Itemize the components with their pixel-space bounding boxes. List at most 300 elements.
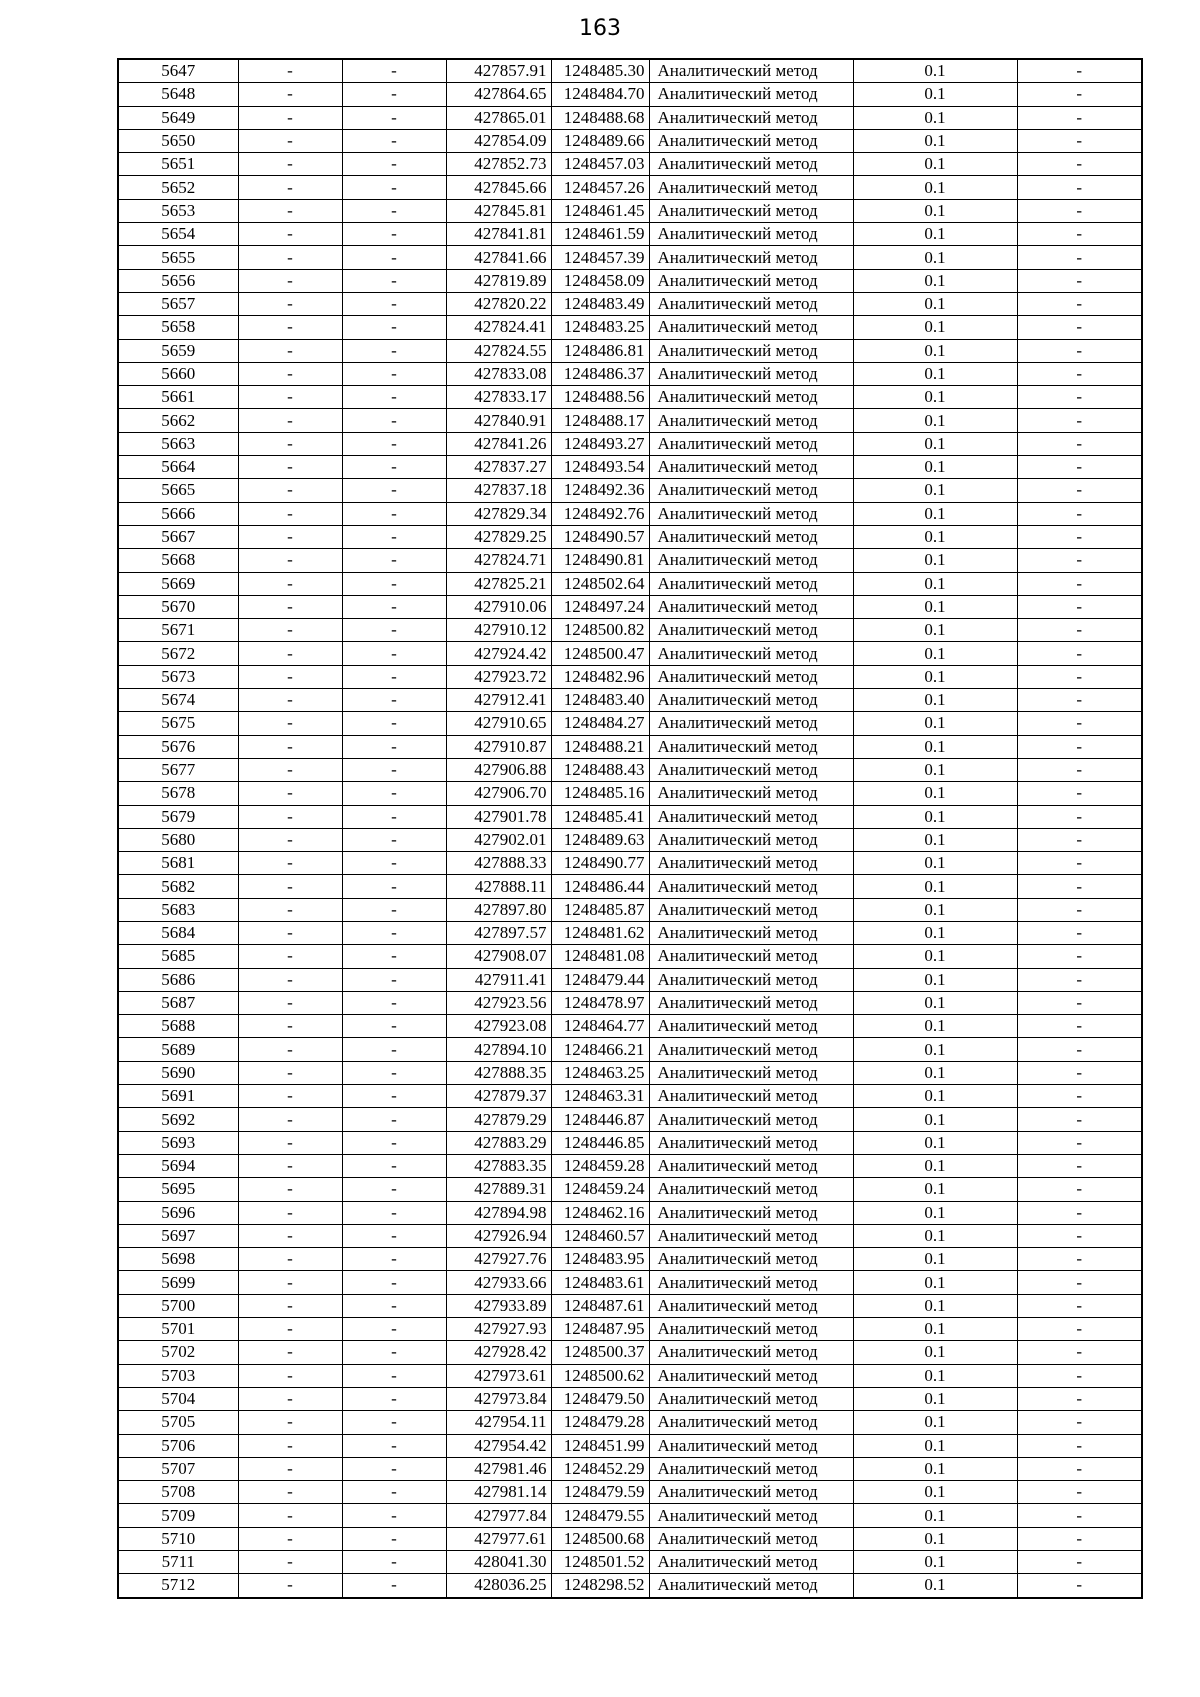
y-coordinate-cell: 1248457.26 [551, 176, 649, 199]
point-number-cell: 5685 [118, 945, 238, 968]
empty-cell-b: - [342, 1318, 446, 1341]
empty-cell-a: - [238, 782, 342, 805]
method-cell: Аналитический метод [649, 292, 853, 315]
empty-cell-c: - [1017, 246, 1142, 269]
y-coordinate-cell: 1248462.16 [551, 1201, 649, 1224]
empty-cell-b: - [342, 1504, 446, 1527]
method-cell: Аналитический метод [649, 1434, 853, 1457]
table-row [118, 1364, 1142, 1387]
empty-cell-c: - [1017, 1481, 1142, 1504]
empty-cell-a: - [238, 176, 342, 199]
accuracy-cell: 0.1 [853, 619, 1017, 642]
method-cell: Аналитический метод [649, 362, 853, 385]
y-coordinate-cell: 1248501.52 [551, 1551, 649, 1574]
x-coordinate-cell: 427926.94 [446, 1224, 551, 1247]
point-number-cell: 5697 [118, 1224, 238, 1247]
empty-cell-a: - [238, 921, 342, 944]
empty-cell-a: - [238, 758, 342, 781]
accuracy-cell: 0.1 [853, 1108, 1017, 1131]
x-coordinate-cell: 427864.65 [446, 83, 551, 106]
empty-cell-a: - [238, 1131, 342, 1154]
point-number-cell: 5674 [118, 689, 238, 712]
table-row [118, 525, 1142, 548]
x-coordinate-cell: 427852.73 [446, 153, 551, 176]
empty-cell-b: - [342, 1178, 446, 1201]
y-coordinate-cell: 1248446.85 [551, 1131, 649, 1154]
accuracy-cell: 0.1 [853, 805, 1017, 828]
empty-cell-a: - [238, 362, 342, 385]
empty-cell-c: - [1017, 362, 1142, 385]
method-cell: Аналитический метод [649, 875, 853, 898]
empty-cell-c: - [1017, 898, 1142, 921]
y-coordinate-cell: 1248459.28 [551, 1154, 649, 1177]
y-coordinate-cell: 1248460.57 [551, 1224, 649, 1247]
empty-cell-b: - [342, 735, 446, 758]
table-row [118, 502, 1142, 525]
empty-cell-c: - [1017, 525, 1142, 548]
point-number-cell: 5686 [118, 968, 238, 991]
y-coordinate-cell: 1248484.27 [551, 712, 649, 735]
method-cell: Аналитический метод [649, 83, 853, 106]
y-coordinate-cell: 1248457.03 [551, 153, 649, 176]
method-cell: Аналитический метод [649, 1131, 853, 1154]
x-coordinate-cell: 427894.10 [446, 1038, 551, 1061]
table-row [118, 852, 1142, 875]
method-cell: Аналитический метод [649, 1061, 853, 1084]
point-number-cell: 5679 [118, 805, 238, 828]
y-coordinate-cell: 1248461.59 [551, 223, 649, 246]
empty-cell-c: - [1017, 1387, 1142, 1410]
accuracy-cell: 0.1 [853, 852, 1017, 875]
method-cell: Аналитический метод [649, 1387, 853, 1410]
empty-cell-a: - [238, 1294, 342, 1317]
empty-cell-a: - [238, 479, 342, 502]
empty-cell-b: - [342, 828, 446, 851]
y-coordinate-cell: 1248457.39 [551, 246, 649, 269]
x-coordinate-cell: 427973.61 [446, 1364, 551, 1387]
y-coordinate-cell: 1248500.62 [551, 1364, 649, 1387]
empty-cell-b: - [342, 712, 446, 735]
table-row [118, 875, 1142, 898]
method-cell: Аналитический метод [649, 665, 853, 688]
empty-cell-b: - [342, 432, 446, 455]
y-coordinate-cell: 1248489.66 [551, 129, 649, 152]
point-number-cell: 5669 [118, 572, 238, 595]
point-number-cell: 5711 [118, 1551, 238, 1574]
accuracy-cell: 0.1 [853, 1085, 1017, 1108]
accuracy-cell: 0.1 [853, 432, 1017, 455]
empty-cell-b: - [342, 456, 446, 479]
y-coordinate-cell: 1248500.37 [551, 1341, 649, 1364]
coordinates-table [117, 58, 1143, 1599]
method-cell: Аналитический метод [649, 782, 853, 805]
accuracy-cell: 0.1 [853, 59, 1017, 83]
method-cell: Аналитический метод [649, 1527, 853, 1550]
empty-cell-a: - [238, 1574, 342, 1598]
point-number-cell: 5661 [118, 386, 238, 409]
accuracy-cell: 0.1 [853, 153, 1017, 176]
empty-cell-a: - [238, 1504, 342, 1527]
point-number-cell: 5706 [118, 1434, 238, 1457]
empty-cell-b: - [342, 1015, 446, 1038]
method-cell: Аналитический метод [649, 1341, 853, 1364]
table-row [118, 432, 1142, 455]
accuracy-cell: 0.1 [853, 968, 1017, 991]
empty-cell-c: - [1017, 991, 1142, 1014]
y-coordinate-cell: 1248481.62 [551, 921, 649, 944]
method-cell: Аналитический метод [649, 921, 853, 944]
x-coordinate-cell: 427845.66 [446, 176, 551, 199]
table-row [118, 1271, 1142, 1294]
y-coordinate-cell: 1248500.82 [551, 619, 649, 642]
empty-cell-c: - [1017, 1038, 1142, 1061]
method-cell: Аналитический метод [649, 269, 853, 292]
empty-cell-a: - [238, 1411, 342, 1434]
empty-cell-c: - [1017, 59, 1142, 83]
point-number-cell: 5699 [118, 1271, 238, 1294]
empty-cell-b: - [342, 782, 446, 805]
table-row [118, 945, 1142, 968]
y-coordinate-cell: 1248451.99 [551, 1434, 649, 1457]
accuracy-cell: 0.1 [853, 665, 1017, 688]
empty-cell-a: - [238, 1387, 342, 1410]
table-row [118, 1108, 1142, 1131]
empty-cell-c: - [1017, 316, 1142, 339]
method-cell: Аналитический метод [649, 1015, 853, 1038]
method-cell: Аналитический метод [649, 1085, 853, 1108]
x-coordinate-cell: 427894.98 [446, 1201, 551, 1224]
x-coordinate-cell: 427854.09 [446, 129, 551, 152]
point-number-cell: 5691 [118, 1085, 238, 1108]
table-row [118, 1015, 1142, 1038]
empty-cell-b: - [342, 619, 446, 642]
method-cell: Аналитический метод [649, 1108, 853, 1131]
y-coordinate-cell: 1248464.77 [551, 1015, 649, 1038]
empty-cell-a: - [238, 339, 342, 362]
method-cell: Аналитический метод [649, 316, 853, 339]
empty-cell-b: - [342, 1061, 446, 1084]
point-number-cell: 5712 [118, 1574, 238, 1598]
table-row [118, 642, 1142, 665]
table-row [118, 921, 1142, 944]
empty-cell-a: - [238, 1015, 342, 1038]
y-coordinate-cell: 1248483.95 [551, 1248, 649, 1271]
point-number-cell: 5647 [118, 59, 238, 83]
table-row [118, 479, 1142, 502]
empty-cell-a: - [238, 1108, 342, 1131]
empty-cell-b: - [342, 758, 446, 781]
x-coordinate-cell: 427833.08 [446, 362, 551, 385]
x-coordinate-cell: 427888.11 [446, 875, 551, 898]
table-row [118, 1248, 1142, 1271]
table-row [118, 1154, 1142, 1177]
empty-cell-a: - [238, 1364, 342, 1387]
empty-cell-c: - [1017, 1178, 1142, 1201]
accuracy-cell: 0.1 [853, 1481, 1017, 1504]
method-cell: Аналитический метод [649, 456, 853, 479]
method-cell: Аналитический метод [649, 968, 853, 991]
x-coordinate-cell: 427837.18 [446, 479, 551, 502]
empty-cell-c: - [1017, 386, 1142, 409]
empty-cell-b: - [342, 875, 446, 898]
accuracy-cell: 0.1 [853, 1318, 1017, 1341]
x-coordinate-cell: 427819.89 [446, 269, 551, 292]
accuracy-cell: 0.1 [853, 642, 1017, 665]
x-coordinate-cell: 427911.41 [446, 968, 551, 991]
empty-cell-b: - [342, 1201, 446, 1224]
empty-cell-a: - [238, 1178, 342, 1201]
method-cell: Аналитический метод [649, 176, 853, 199]
method-cell: Аналитический метод [649, 1271, 853, 1294]
y-coordinate-cell: 1248488.68 [551, 106, 649, 129]
y-coordinate-cell: 1248298.52 [551, 1574, 649, 1598]
table-row [118, 456, 1142, 479]
y-coordinate-cell: 1248483.49 [551, 292, 649, 315]
empty-cell-c: - [1017, 619, 1142, 642]
table-row [118, 1411, 1142, 1434]
empty-cell-a: - [238, 712, 342, 735]
point-number-cell: 5658 [118, 316, 238, 339]
point-number-cell: 5649 [118, 106, 238, 129]
point-number-cell: 5664 [118, 456, 238, 479]
empty-cell-b: - [342, 1248, 446, 1271]
empty-cell-c: - [1017, 153, 1142, 176]
method-cell: Аналитический метод [649, 1038, 853, 1061]
y-coordinate-cell: 1248492.36 [551, 479, 649, 502]
point-number-cell: 5701 [118, 1318, 238, 1341]
empty-cell-c: - [1017, 176, 1142, 199]
point-number-cell: 5680 [118, 828, 238, 851]
empty-cell-a: - [238, 1341, 342, 1364]
point-number-cell: 5689 [118, 1038, 238, 1061]
empty-cell-a: - [238, 689, 342, 712]
y-coordinate-cell: 1248452.29 [551, 1457, 649, 1480]
point-number-cell: 5667 [118, 525, 238, 548]
x-coordinate-cell: 427888.35 [446, 1061, 551, 1084]
x-coordinate-cell: 427879.29 [446, 1108, 551, 1131]
point-number-cell: 5695 [118, 1178, 238, 1201]
y-coordinate-cell: 1248479.44 [551, 968, 649, 991]
table-row [118, 1527, 1142, 1550]
table-row [118, 828, 1142, 851]
y-coordinate-cell: 1248493.54 [551, 456, 649, 479]
accuracy-cell: 0.1 [853, 1387, 1017, 1410]
empty-cell-a: - [238, 456, 342, 479]
table-row [118, 246, 1142, 269]
empty-cell-b: - [342, 852, 446, 875]
x-coordinate-cell: 427897.80 [446, 898, 551, 921]
y-coordinate-cell: 1248484.70 [551, 83, 649, 106]
accuracy-cell: 0.1 [853, 316, 1017, 339]
method-cell: Аналитический метод [649, 1224, 853, 1247]
point-number-cell: 5688 [118, 1015, 238, 1038]
empty-cell-b: - [342, 339, 446, 362]
table-row [118, 1201, 1142, 1224]
method-cell: Аналитический метод [649, 1294, 853, 1317]
empty-cell-a: - [238, 1481, 342, 1504]
empty-cell-c: - [1017, 572, 1142, 595]
accuracy-cell: 0.1 [853, 712, 1017, 735]
point-number-cell: 5668 [118, 549, 238, 572]
empty-cell-a: - [238, 642, 342, 665]
y-coordinate-cell: 1248489.63 [551, 828, 649, 851]
x-coordinate-cell: 427928.42 [446, 1341, 551, 1364]
accuracy-cell: 0.1 [853, 1457, 1017, 1480]
empty-cell-c: - [1017, 735, 1142, 758]
empty-cell-b: - [342, 1038, 446, 1061]
empty-cell-b: - [342, 83, 446, 106]
point-number-cell: 5692 [118, 1108, 238, 1131]
empty-cell-b: - [342, 153, 446, 176]
x-coordinate-cell: 427910.06 [446, 595, 551, 618]
empty-cell-c: - [1017, 595, 1142, 618]
empty-cell-b: - [342, 316, 446, 339]
empty-cell-c: - [1017, 1341, 1142, 1364]
y-coordinate-cell: 1248463.25 [551, 1061, 649, 1084]
y-coordinate-cell: 1248487.95 [551, 1318, 649, 1341]
accuracy-cell: 0.1 [853, 292, 1017, 315]
accuracy-cell: 0.1 [853, 689, 1017, 712]
point-number-cell: 5687 [118, 991, 238, 1014]
method-cell: Аналитический метод [649, 1551, 853, 1574]
table-row [118, 1574, 1142, 1598]
method-cell: Аналитический метод [649, 153, 853, 176]
page-number: 163 [579, 16, 621, 41]
empty-cell-b: - [342, 572, 446, 595]
accuracy-cell: 0.1 [853, 106, 1017, 129]
point-number-cell: 5663 [118, 432, 238, 455]
method-cell: Аналитический метод [649, 991, 853, 1014]
y-coordinate-cell: 1248479.55 [551, 1504, 649, 1527]
table-row [118, 665, 1142, 688]
method-cell: Аналитический метод [649, 689, 853, 712]
x-coordinate-cell: 427840.91 [446, 409, 551, 432]
y-coordinate-cell: 1248488.17 [551, 409, 649, 432]
empty-cell-b: - [342, 502, 446, 525]
point-number-cell: 5660 [118, 362, 238, 385]
x-coordinate-cell: 427910.65 [446, 712, 551, 735]
empty-cell-a: - [238, 1551, 342, 1574]
table-row [118, 1434, 1142, 1457]
empty-cell-c: - [1017, 269, 1142, 292]
y-coordinate-cell: 1248479.50 [551, 1387, 649, 1410]
point-number-cell: 5678 [118, 782, 238, 805]
point-number-cell: 5651 [118, 153, 238, 176]
empty-cell-c: - [1017, 223, 1142, 246]
empty-cell-b: - [342, 805, 446, 828]
accuracy-cell: 0.1 [853, 1551, 1017, 1574]
point-number-cell: 5665 [118, 479, 238, 502]
method-cell: Аналитический метод [649, 409, 853, 432]
accuracy-cell: 0.1 [853, 1224, 1017, 1247]
x-coordinate-cell: 427977.61 [446, 1527, 551, 1550]
empty-cell-c: - [1017, 1504, 1142, 1527]
y-coordinate-cell: 1248502.64 [551, 572, 649, 595]
table-row [118, 153, 1142, 176]
table-row [118, 1061, 1142, 1084]
point-number-cell: 5709 [118, 1504, 238, 1527]
x-coordinate-cell: 427829.25 [446, 525, 551, 548]
empty-cell-c: - [1017, 1201, 1142, 1224]
empty-cell-b: - [342, 409, 446, 432]
accuracy-cell: 0.1 [853, 1154, 1017, 1177]
point-number-cell: 5675 [118, 712, 238, 735]
method-cell: Аналитический метод [649, 1178, 853, 1201]
table-row [118, 1085, 1142, 1108]
empty-cell-c: - [1017, 1551, 1142, 1574]
empty-cell-c: - [1017, 945, 1142, 968]
accuracy-cell: 0.1 [853, 1178, 1017, 1201]
y-coordinate-cell: 1248466.21 [551, 1038, 649, 1061]
empty-cell-a: - [238, 316, 342, 339]
y-coordinate-cell: 1248493.27 [551, 432, 649, 455]
y-coordinate-cell: 1248486.37 [551, 362, 649, 385]
empty-cell-a: - [238, 269, 342, 292]
empty-cell-c: - [1017, 1271, 1142, 1294]
table-body [118, 59, 1142, 1598]
method-cell: Аналитический метод [649, 642, 853, 665]
empty-cell-a: - [238, 665, 342, 688]
table-row [118, 898, 1142, 921]
empty-cell-b: - [342, 292, 446, 315]
x-coordinate-cell: 427883.29 [446, 1131, 551, 1154]
y-coordinate-cell: 1248463.31 [551, 1085, 649, 1108]
empty-cell-b: - [342, 1411, 446, 1434]
x-coordinate-cell: 427824.41 [446, 316, 551, 339]
y-coordinate-cell: 1248490.57 [551, 525, 649, 548]
x-coordinate-cell: 427824.55 [446, 339, 551, 362]
empty-cell-b: - [342, 269, 446, 292]
x-coordinate-cell: 427857.91 [446, 59, 551, 83]
point-number-cell: 5666 [118, 502, 238, 525]
method-cell: Аналитический метод [649, 479, 853, 502]
method-cell: Аналитический метод [649, 758, 853, 781]
empty-cell-b: - [342, 1481, 446, 1504]
x-coordinate-cell: 427865.01 [446, 106, 551, 129]
empty-cell-a: - [238, 59, 342, 83]
empty-cell-c: - [1017, 1364, 1142, 1387]
x-coordinate-cell: 427888.33 [446, 852, 551, 875]
table-row [118, 269, 1142, 292]
point-number-cell: 5653 [118, 199, 238, 222]
table-row [118, 83, 1142, 106]
method-cell: Аналитический метод [649, 898, 853, 921]
x-coordinate-cell: 428041.30 [446, 1551, 551, 1574]
method-cell: Аналитический метод [649, 1201, 853, 1224]
table-row [118, 1551, 1142, 1574]
y-coordinate-cell: 1248488.21 [551, 735, 649, 758]
point-number-cell: 5671 [118, 619, 238, 642]
x-coordinate-cell: 427906.70 [446, 782, 551, 805]
table-row [118, 782, 1142, 805]
table-row [118, 1131, 1142, 1154]
x-coordinate-cell: 427908.07 [446, 945, 551, 968]
table-row [118, 1341, 1142, 1364]
method-cell: Аналитический метод [649, 1481, 853, 1504]
empty-cell-a: - [238, 502, 342, 525]
method-cell: Аналитический метод [649, 735, 853, 758]
empty-cell-b: - [342, 1434, 446, 1457]
empty-cell-a: - [238, 106, 342, 129]
empty-cell-a: - [238, 898, 342, 921]
accuracy-cell: 0.1 [853, 525, 1017, 548]
x-coordinate-cell: 427889.31 [446, 1178, 551, 1201]
method-cell: Аналитический метод [649, 1574, 853, 1598]
method-cell: Аналитический метод [649, 1248, 853, 1271]
empty-cell-c: - [1017, 1108, 1142, 1131]
point-number-cell: 5648 [118, 83, 238, 106]
empty-cell-b: - [342, 59, 446, 83]
